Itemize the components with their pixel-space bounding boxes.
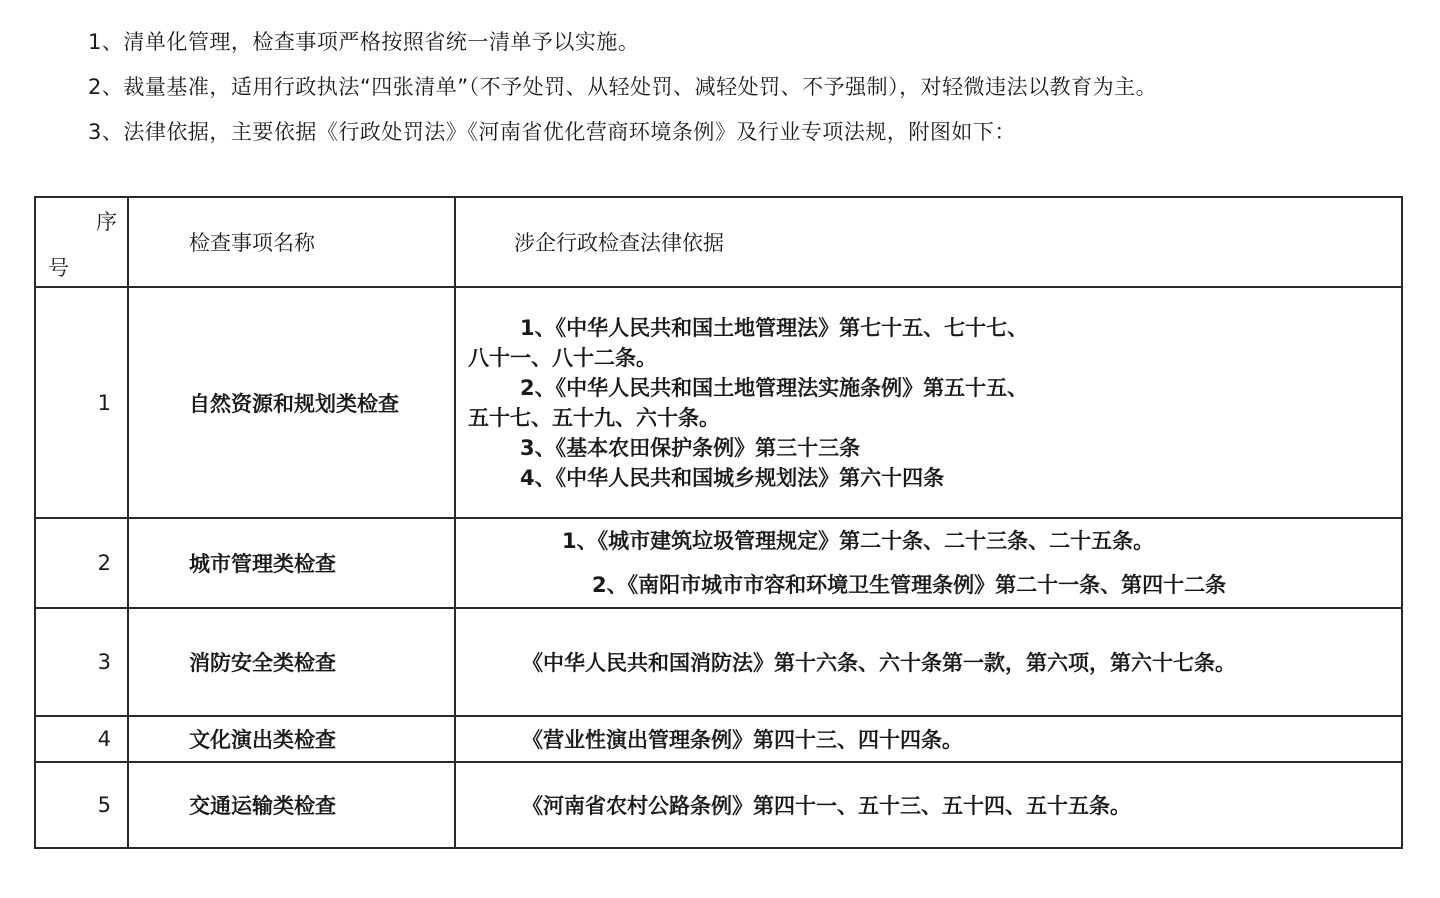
header-seq-top: 序 [96, 210, 117, 234]
law-line: 八十一、八十二条。 [468, 345, 657, 370]
law-line: 4、《中华人民共和国城乡规划法》第六十四条 [520, 465, 945, 490]
row-number: 4 [35, 716, 128, 762]
table-row [35, 518, 1402, 608]
row-number: 2 [35, 518, 128, 608]
table-row [35, 608, 1402, 716]
row-number: 5 [35, 762, 128, 848]
law-line: 2、《中华人民共和国土地管理法实施条例》第五十五、 [520, 375, 1029, 400]
header-name: 检查事项名称 [128, 197, 455, 287]
law-line: 3、《基本农田保护条例》第三十三条 [520, 435, 861, 460]
row-law: 《中华人民共和国消防法》第十六条、六十条第一款，第六项，第六十七条。 [455, 608, 1402, 716]
table-row [35, 762, 1402, 848]
row-law [455, 518, 1402, 608]
table-row [35, 287, 1402, 518]
intro-line-1: 1、清单化管理，检查事项严格按照省统一清单予以实施。 [88, 30, 640, 54]
row-name: 自然资源和规划类检查 [128, 287, 455, 518]
table-row [35, 716, 1402, 762]
row-number: 1 [35, 287, 128, 518]
intro-line-3: 3、法律依据，主要依据《行政处罚法》《河南省优化营商环境条例》及行业专项法规，附图如下： [88, 120, 1016, 144]
law-line: 五十七、五十九、六十条。 [468, 405, 720, 430]
row-name: 消防安全类检查 [128, 608, 455, 716]
intro-line-2: 2、裁量基准，适用行政执法“四张清单”（不予处罚、从轻处罚、减轻处罚、不予强制），对轻微违法以教育为主。 [88, 75, 1158, 99]
law-line: 2、《南阳市城市市容和环境卫生管理条例》第二十一条、第四十二条 [592, 573, 1227, 597]
header-seq-bottom: 号 [48, 256, 69, 280]
row-law [455, 287, 1402, 518]
row-name: 交通运输类检查 [128, 762, 455, 848]
law-line: 1、《城市建筑垃圾管理规定》第二十条、二十三条、二十五条。 [562, 529, 1155, 553]
inspection-table [34, 196, 1403, 849]
header-seq [35, 197, 128, 287]
table-header-row [35, 197, 1402, 287]
row-law: 《河南省农村公路条例》第四十一、五十三、五十四、五十五条。 [455, 762, 1402, 848]
row-number: 3 [35, 608, 128, 716]
law-line: 1、《中华人民共和国土地管理法》第七十五、七十七、 [520, 315, 1029, 340]
row-name: 文化演出类检查 [128, 716, 455, 762]
row-name: 城市管理类检查 [128, 518, 455, 608]
row-law: 《营业性演出管理条例》第四十三、四十四条。 [455, 716, 1402, 762]
header-law: 涉企行政检查法律依据 [455, 197, 1402, 287]
